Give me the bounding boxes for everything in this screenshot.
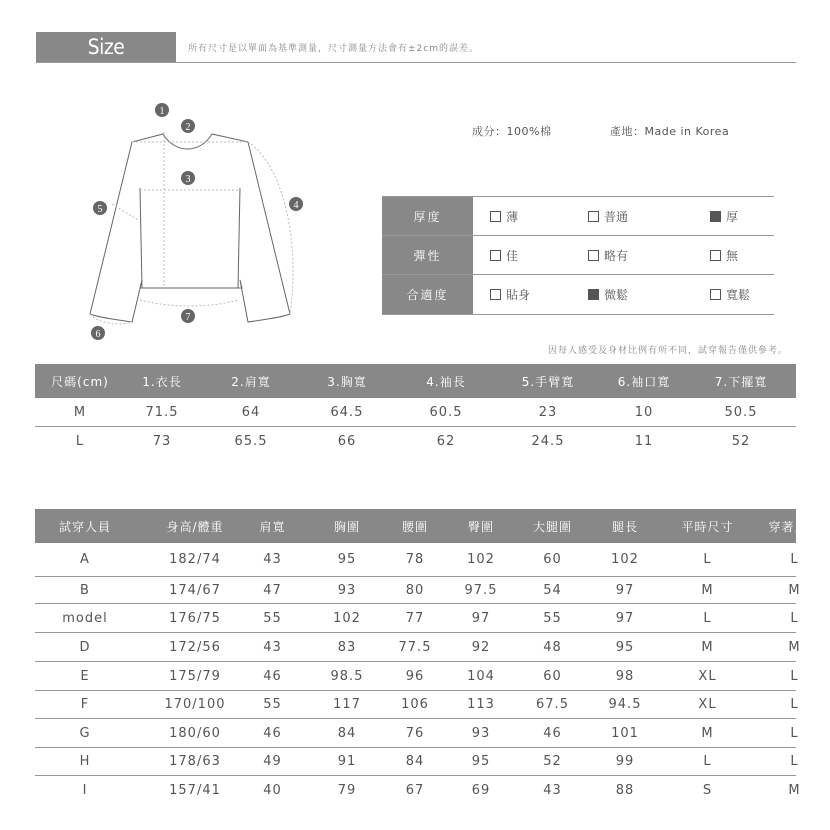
fit-disclaimer: 因每人感受及身材比例有所不同，試穿報告僅供參考。 xyxy=(547,346,788,356)
table-cell: 67 xyxy=(405,783,425,798)
table-cell: 117 xyxy=(333,697,361,712)
table-cell: S xyxy=(702,783,713,798)
checkbox-icon xyxy=(490,289,501,300)
table-cell: 43 xyxy=(263,552,282,567)
table-cell: 78 xyxy=(405,552,425,567)
material-info: 成分：100%棉 xyxy=(472,125,552,138)
table-row xyxy=(35,427,796,455)
table-row xyxy=(35,691,799,719)
table-cell: 46 xyxy=(543,725,562,741)
marker-badges xyxy=(91,103,303,340)
fit-col-header: 大腿圍 xyxy=(532,519,572,534)
option-normal: 普通 xyxy=(588,197,628,235)
hem-line xyxy=(140,300,238,306)
table-cell: 52 xyxy=(731,433,751,449)
checkbox-icon xyxy=(588,211,599,222)
table-cell: 49 xyxy=(263,754,282,769)
chest-col-header: 3.胸寬 xyxy=(327,374,367,389)
table-cell: 113 xyxy=(467,697,495,712)
table-cell: 93 xyxy=(337,582,357,598)
table-cell: 54 xyxy=(543,582,562,598)
checkbox-icon xyxy=(710,250,721,261)
shoulder-col-header: 2.肩寬 xyxy=(231,374,271,389)
arm-line xyxy=(112,204,138,220)
table-cell: L xyxy=(703,610,712,626)
table-cell: M xyxy=(701,582,714,598)
checkbox-icon xyxy=(588,250,599,261)
table-row xyxy=(35,543,799,577)
table-cell: M xyxy=(701,639,714,655)
table-cell: 40 xyxy=(263,783,282,798)
table-cell: 24.5 xyxy=(531,433,565,449)
table-cell: 95 xyxy=(615,639,635,655)
fit-col-header: 試穿人員 xyxy=(58,519,111,534)
table-cell: B xyxy=(80,582,90,598)
table-cell: 23 xyxy=(538,404,558,420)
table-cell: 76 xyxy=(405,725,425,741)
table-cell: 47 xyxy=(263,582,282,598)
table-cell: 178/63 xyxy=(169,754,221,769)
table-cell: L xyxy=(790,668,799,684)
table-row xyxy=(35,748,799,776)
table-cell: I xyxy=(82,783,88,798)
table-row xyxy=(35,398,796,427)
table-cell: 73 xyxy=(152,433,172,449)
size-information-title: Size Information xyxy=(36,32,176,62)
option-loose: 寬鬆 xyxy=(710,275,750,314)
size-table-header xyxy=(35,364,796,398)
table-cell: 66 xyxy=(337,433,357,449)
marker-2: 2 xyxy=(185,122,191,133)
checked-checkbox-icon xyxy=(588,289,599,300)
table-cell: 62 xyxy=(436,433,456,449)
table-cell: 55 xyxy=(543,610,562,626)
table-cell: 180/60 xyxy=(169,725,221,741)
table-cell: 84 xyxy=(405,754,425,769)
table-cell: 97.5 xyxy=(464,582,498,598)
table-cell: M xyxy=(788,582,801,598)
table-cell: 95 xyxy=(337,552,357,567)
table-cell: 55 xyxy=(263,697,282,712)
table-cell: L xyxy=(790,725,799,741)
table-cell: 43 xyxy=(543,783,562,798)
table-cell: 64.5 xyxy=(330,404,364,420)
table-cell: L xyxy=(790,552,799,567)
table-cell: 60.5 xyxy=(429,404,463,420)
table-cell: 106 xyxy=(401,697,429,712)
size-table xyxy=(35,364,796,454)
table-cell: L xyxy=(790,754,799,769)
table-cell: 64 xyxy=(241,404,261,420)
option-thin: 薄 xyxy=(490,197,518,235)
table-cell: 93 xyxy=(471,725,491,741)
table-cell: 101 xyxy=(611,725,639,741)
table-cell: XL xyxy=(698,668,717,684)
table-cell: 175/79 xyxy=(169,668,221,684)
table-cell: H xyxy=(79,754,91,769)
table-cell: 172/56 xyxy=(169,639,221,655)
table-cell: 176/75 xyxy=(169,610,221,626)
checked-checkbox-icon xyxy=(710,211,721,222)
option-good: 佳 xyxy=(490,236,518,274)
fit-col-header: 身高/體重 xyxy=(166,519,224,534)
table-cell: M xyxy=(701,725,714,741)
elasticity-row xyxy=(382,236,774,275)
table-cell: 170/100 xyxy=(164,697,226,712)
length-col-header: 1.衣長 xyxy=(142,374,182,389)
table-cell: 97 xyxy=(615,610,635,626)
table-cell: L xyxy=(75,433,85,449)
marker-1: 1 xyxy=(159,106,165,117)
fit-table-header xyxy=(35,509,821,543)
table-cell: 94.5 xyxy=(608,697,642,712)
fit-col-header: 腿長 xyxy=(611,519,638,534)
option-none: 無 xyxy=(710,236,738,274)
fit-col-header: 腰圍 xyxy=(401,519,428,534)
table-cell: 97 xyxy=(615,582,635,598)
fit-col-header: 臀圍 xyxy=(467,519,494,534)
table-cell: 67.5 xyxy=(536,697,569,712)
table-cell: 157/41 xyxy=(169,783,221,798)
table-cell: 88 xyxy=(615,783,635,798)
table-cell: A xyxy=(80,552,90,567)
fit-col-header: 肩寬 xyxy=(259,519,286,534)
fit-col-header: 胸圍 xyxy=(333,519,360,534)
table-cell: M xyxy=(788,783,801,798)
thickness-label: 厚度 xyxy=(382,197,473,235)
table-cell: 52 xyxy=(543,754,562,769)
hem-col-header: 7.下擺寬 xyxy=(714,374,768,389)
table-cell: E xyxy=(80,668,90,684)
table-cell: model xyxy=(62,610,108,626)
checkbox-icon xyxy=(710,289,721,300)
fabric-attributes-table xyxy=(382,196,774,315)
fit-row xyxy=(382,275,774,314)
table-cell: 48 xyxy=(543,639,562,655)
table-cell: 174/67 xyxy=(169,582,221,598)
origin-info: 產地：Made in Korea xyxy=(610,125,730,138)
table-cell: 69 xyxy=(471,783,491,798)
table-row xyxy=(35,719,799,748)
option-slightly-loose: 微鬆 xyxy=(588,275,628,314)
option-thick: 厚 xyxy=(710,197,738,235)
table-row xyxy=(35,577,801,604)
table-cell: 60 xyxy=(543,552,562,567)
table-cell: 95 xyxy=(471,754,491,769)
sleeve-col-header: 4.袖長 xyxy=(426,374,466,389)
table-cell: D xyxy=(79,639,91,655)
table-cell: 79 xyxy=(337,783,357,798)
fit-col-header: 平時尺寸 xyxy=(681,519,734,534)
fit-col-header: 穿著尺寸 xyxy=(768,519,821,534)
table-cell: 43 xyxy=(263,639,282,655)
table-cell: 97 xyxy=(471,610,491,626)
table-row xyxy=(35,633,801,662)
table-cell: 77 xyxy=(405,610,425,626)
table-cell: 98.5 xyxy=(330,668,364,684)
marker-3: 3 xyxy=(185,174,191,185)
table-cell: 60 xyxy=(543,668,562,684)
option-fitted: 貼身 xyxy=(490,275,530,314)
table-cell: 92 xyxy=(471,639,491,655)
table-cell: F xyxy=(80,697,90,712)
marker-6: 6 xyxy=(95,329,101,340)
table-cell: 99 xyxy=(615,754,635,769)
table-cell: 104 xyxy=(467,668,495,684)
table-cell: 102 xyxy=(467,552,495,567)
thickness-row xyxy=(382,197,774,236)
header-divider xyxy=(36,62,796,63)
size-col-header: 尺碼(cm) xyxy=(51,374,109,389)
table-cell: 182/74 xyxy=(169,552,221,567)
table-cell: 55 xyxy=(263,610,282,626)
table-cell: 80 xyxy=(405,582,425,598)
table-cell: 83 xyxy=(337,639,357,655)
table-cell: 102 xyxy=(611,552,639,567)
marker-5: 5 xyxy=(97,204,103,215)
table-cell: G xyxy=(79,725,91,741)
table-cell: L xyxy=(790,697,799,712)
table-row xyxy=(35,776,801,805)
table-cell: 102 xyxy=(333,610,361,626)
table-cell: 11 xyxy=(634,433,654,449)
garment-measurement-diagram xyxy=(80,96,320,346)
option-slight: 略有 xyxy=(588,236,628,274)
table-cell: 96 xyxy=(405,668,425,684)
measurement-note: 所有尺寸是以單面為基準測量，尺寸測量方法會有±2cm的誤差。 xyxy=(188,44,479,54)
table-cell: 77.5 xyxy=(398,639,432,655)
fit-label: 合適度 xyxy=(382,275,473,314)
cuff-col-header: 6.袖口寬 xyxy=(617,374,671,389)
table-cell: 46 xyxy=(263,668,282,684)
table-cell: L xyxy=(703,552,712,567)
elasticity-label: 彈性 xyxy=(382,236,473,274)
garment-outline xyxy=(90,134,290,322)
checkbox-icon xyxy=(490,250,501,261)
table-cell: 91 xyxy=(337,754,357,769)
table-cell: 65.5 xyxy=(234,433,268,449)
table-cell: 46 xyxy=(263,725,282,741)
table-row xyxy=(35,604,799,633)
marker-4: 4 xyxy=(293,200,299,211)
table-cell: M xyxy=(73,404,87,420)
table-cell: L xyxy=(703,754,712,769)
table-cell: 71.5 xyxy=(145,404,179,420)
table-cell: 10 xyxy=(634,404,654,420)
table-cell: 84 xyxy=(337,725,357,741)
table-cell: M xyxy=(788,639,801,655)
table-row xyxy=(35,662,799,691)
fit-report-table xyxy=(35,509,821,809)
table-cell: 98 xyxy=(615,668,635,684)
checkbox-icon xyxy=(490,211,501,222)
marker-7: 7 xyxy=(185,312,191,323)
table-cell: L xyxy=(790,610,799,626)
arm-col-header: 5.手臂寬 xyxy=(521,374,575,389)
table-cell: 50.5 xyxy=(724,404,758,420)
table-cell: XL xyxy=(698,697,717,712)
